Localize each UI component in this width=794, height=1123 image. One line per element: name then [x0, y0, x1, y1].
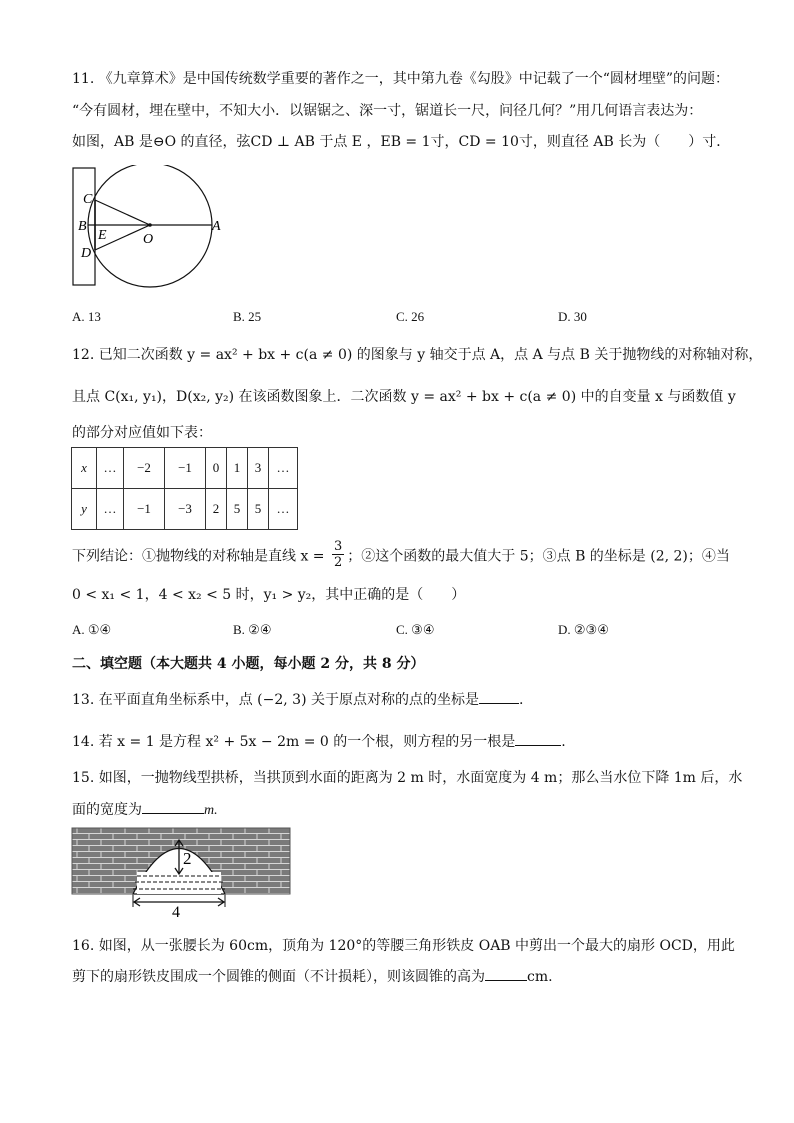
q15-line1: 15. 如图，一抛物线型拱桥，当拱顶到水面的距离为 2 m 时，水面宽度为 4 m；那么当水位下降 1m 后，水 — [72, 770, 743, 786]
label-a: A — [212, 219, 221, 234]
q15-line2 — [72, 799, 218, 819]
q11-line2: “今有圆材，埋在壁中，不知大小．以锯锯之、深一寸，锯道长一尺，问径几何？”用几何语言表达为： — [72, 103, 703, 119]
table-row-x — [72, 448, 298, 489]
q13-answer-blank[interactable] — [479, 689, 519, 704]
q12-option-c: C. ③④ — [396, 622, 435, 637]
q12-conclusion-line2: 0 < x₁ < 1，4 < x₂ < 5 时，y₁ > y₂，其中正确的是（ ） — [72, 587, 466, 603]
q14-answer-blank[interactable] — [515, 731, 561, 746]
q14-text: 14. 若 x = 1 是方程 x² + 5x − 2m = 0 的一个根，则方程的另一根是 — [72, 734, 516, 750]
table-cell: −2 — [124, 448, 165, 489]
q12-option-a: A. ①④ — [72, 622, 112, 637]
q11-option-c: C. 26 — [396, 309, 425, 324]
q14-line — [72, 731, 566, 751]
table-cell: 1 — [227, 448, 248, 489]
q11-option-b: B. 25 — [233, 309, 262, 324]
table-cell: 0 — [206, 448, 227, 489]
circle-wall-figure — [70, 165, 230, 290]
table-cell: −3 — [165, 489, 206, 530]
q16-answer-blank[interactable] — [485, 966, 527, 981]
q12-option-d: D. ②③④ — [558, 622, 609, 637]
q16-line2-text: 剪下的扇形铁皮围成一个圆锥的侧面（不计损耗），则该圆锥的高为 — [72, 969, 485, 985]
q11-line1: 11. 《九章算术》是中国传统数学重要的著作之一，其中第九卷《勾股》中记载了一个“圆材埋壁”的问题： — [72, 71, 730, 87]
water-area — [137, 872, 221, 894]
label-c: C — [83, 192, 93, 207]
table-cell: y — [72, 489, 97, 530]
q15-line2-text: 面的宽度为 — [72, 802, 142, 818]
label-d: D — [81, 246, 92, 261]
q12-conclusion-line1 — [72, 541, 730, 572]
width-label: 4 — [172, 904, 180, 919]
q13-text: 13. 在平面直角坐标系中，点 (−2, 3) 关于原点对称的点的坐标是 — [72, 692, 479, 708]
q12-line2: 且点 C(x₁, y₁)，D(x₂, y₂) 在该函数图象上．二次函数 y = ax² + bx + c(a ≠ 0) 中的自变量 x 与函数值 y — [72, 389, 736, 405]
q12-line3: 的部分对应值如下表： — [72, 425, 212, 441]
section-2-title: 二、填空题（本大题共 4 小题，每小题 2 分，共 8 分） — [72, 656, 425, 672]
fraction-denominator: 2 — [333, 555, 343, 570]
table-cell: −1 — [165, 448, 206, 489]
table-cell: x — [72, 448, 97, 489]
table-row-y — [72, 489, 298, 530]
q11-option-a: A. 13 — [72, 309, 101, 324]
q15-unit: m. — [204, 803, 218, 818]
q13-end: . — [518, 692, 524, 708]
label-e: E — [98, 228, 107, 243]
q14-end: . — [561, 734, 566, 750]
q11-line3: 如图，AB 是⊖O 的直径，弦CD ⊥ AB 于点 E ，EB = 1寸，CD = 10寸，则直径 AB 长为（ ）寸． — [72, 134, 731, 150]
label-b: B — [78, 219, 87, 234]
q16-line2 — [72, 966, 553, 986]
fraction-numerator: 3 — [333, 539, 343, 554]
q16-unit: cm. — [527, 969, 553, 985]
height-label: 2 — [183, 849, 192, 868]
center-dot — [148, 223, 152, 227]
table-cell: … — [97, 448, 124, 489]
q15-answer-blank[interactable] — [142, 799, 204, 814]
table-cell: −1 — [124, 489, 165, 530]
q11-option-d: D. 30 — [558, 309, 587, 324]
table-cell: … — [269, 489, 298, 530]
value-table — [71, 447, 298, 530]
q12-conclusion-rest: ；②这个函数的最大值大于 5；③点 B 的坐标是 (2, 2)；④当 — [347, 548, 730, 565]
arch-bridge-figure — [71, 827, 291, 919]
q12-line1: 12. 已知二次函数 y = ax² + bx + c(a ≠ 0) 的图象与 y 轴交于点 A，点 A 与点 B 关于抛物线的对称轴对称， — [72, 347, 763, 363]
q12-conclusion-start: 下列结论：①抛物线的对称轴是直线 x = — [72, 548, 329, 565]
fraction-three-halves — [332, 539, 344, 570]
label-o: O — [143, 232, 154, 247]
table-cell: 2 — [206, 489, 227, 530]
q12-option-b: B. ②④ — [233, 622, 272, 637]
q16-line1: 16. 如图，从一张腰长为 60cm，顶角为 120°的等腰三角形铁皮 OAB 中剪出一个最大的扇形 OCD，用此 — [72, 938, 735, 954]
segment-oc — [95, 200, 150, 225]
table-cell: … — [97, 489, 124, 530]
q13-line — [72, 689, 523, 709]
table-cell: 5 — [248, 489, 269, 530]
table-cell: … — [269, 448, 298, 489]
table-cell: 3 — [248, 448, 269, 489]
table-cell: 5 — [227, 489, 248, 530]
